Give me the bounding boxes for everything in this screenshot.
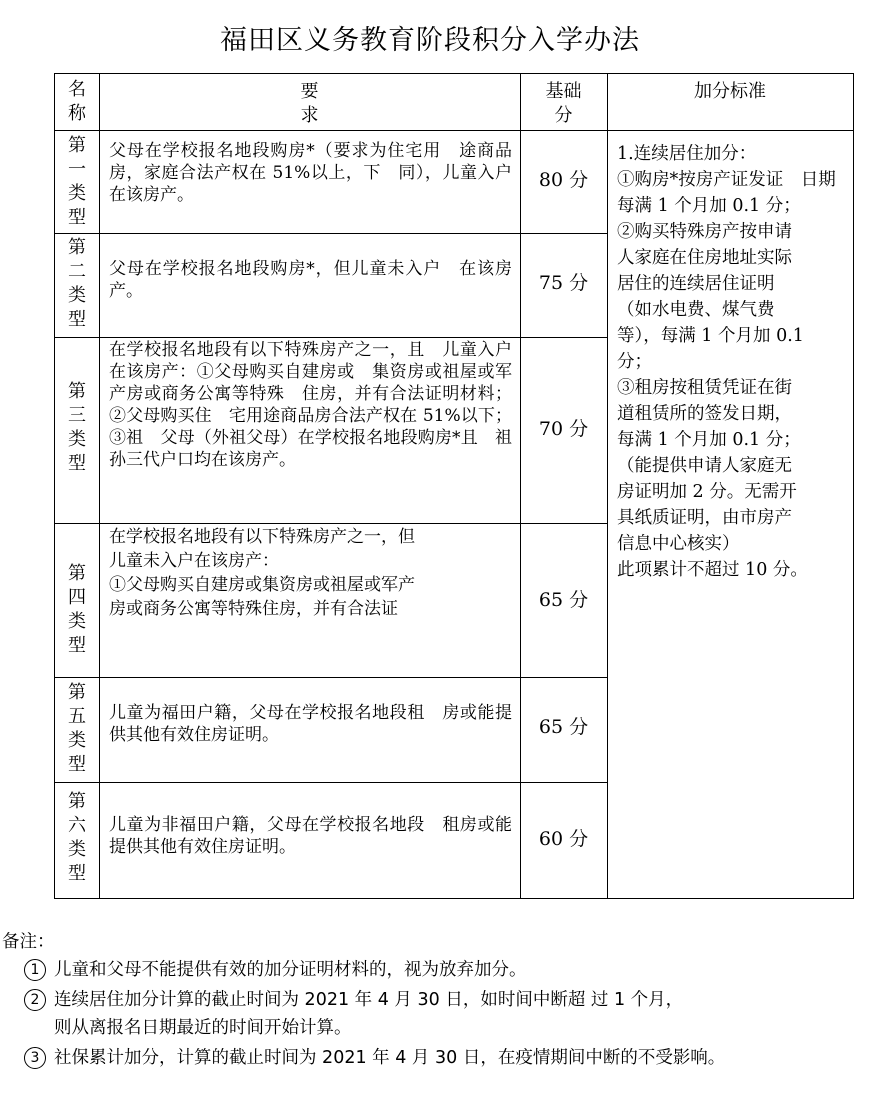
type-label [55, 236, 99, 332]
type-char: 第 [68, 563, 86, 584]
note-item [24, 986, 874, 1042]
bonus-line: 道租赁所的签发日期， [617, 404, 792, 424]
type-label [55, 681, 99, 777]
type-char: 六 [68, 815, 86, 836]
bonus-line: ③租房按租赁凭证在街 [617, 378, 792, 398]
row-divider [55, 233, 607, 234]
row-divider [55, 782, 607, 783]
note-text: 连续居住加分计算的截止时间为 2021 年 4 月 30 日，如时间中断超 过 1 个月， [54, 990, 684, 1010]
base-score: 60 分 [538, 828, 589, 850]
base-score: 65 分 [538, 716, 589, 738]
bonus-line: 每满 1 个月加 0.1 分； [617, 430, 801, 450]
type-char: 二 [68, 261, 86, 282]
circled-number: 1 [24, 959, 46, 981]
header-base-line: 基础 [545, 81, 582, 102]
header-name-line: 称 [68, 103, 86, 124]
bonus-line: （如水电费、煤气费 [617, 300, 775, 320]
type-label [55, 790, 99, 886]
header-req-line: 求 [300, 105, 319, 126]
row-divider [55, 523, 607, 524]
bonus-line: 房证明加 2 分。无需开 [617, 482, 797, 502]
bonus-line: 具纸质证明，由市房产 [617, 508, 792, 528]
type-char: 型 [68, 754, 86, 775]
type-char: 类 [68, 611, 86, 632]
bonus-line: （能提供申请人家庭无 [617, 456, 792, 476]
bonus-line: 1.连续居住加分： [617, 144, 757, 164]
requirement-line: ①父母购买自建房或集资房或祖屋或军产 [109, 575, 415, 595]
type-char: 第 [68, 135, 86, 156]
bonus-line: 信息中心核实） [617, 534, 740, 554]
header-base-score [520, 80, 607, 128]
type-char: 三 [68, 405, 86, 426]
type-char: 一 [68, 159, 86, 180]
type-char: 型 [68, 207, 86, 228]
requirement-line: 房或商务公寓等特殊住房，并有合法证 [109, 599, 398, 619]
admission-points-table [54, 73, 854, 899]
type-char: 类 [68, 183, 86, 204]
header-name [55, 78, 99, 126]
type-char: 第 [68, 791, 86, 812]
base-score: 65 分 [538, 589, 589, 611]
requirement-text: 父母在学校报名地段购房*（要求为住宅用 途商品房，家庭合法产权在 51%以上，下 同），儿童入户在该房产。 [109, 141, 512, 205]
type-char: 第 [68, 237, 86, 258]
type-char: 第 [68, 381, 86, 402]
notes-title: 备注： [2, 932, 55, 952]
header-base-line: 分 [554, 105, 573, 126]
bonus-line: 居住的连续居住证明 [617, 274, 775, 294]
requirement-line: 儿童未入户在该房产： [109, 551, 279, 571]
note-text: 社保累计加分，计算的截止时间为 2021 年 4 月 30 日，在疫情期间中断的不受影响。 [54, 1048, 726, 1068]
page-title: 福田区义务教育阶段积分入学办法 [220, 25, 640, 56]
circled-number: 2 [24, 989, 46, 1011]
bonus-line: 等），每满 1 个月加 0.1 分； [617, 326, 804, 372]
header-bonus-standard: 加分标准 [694, 81, 766, 102]
requirement-text: 儿童为非福田户籍，父母在学校报名地段 租房或能提供其他有效住房证明。 [109, 815, 512, 857]
requirement-line: 在学校报名地段有以下特殊房产之一，但 [109, 527, 415, 547]
type-char: 类 [68, 730, 86, 751]
row-divider [55, 337, 607, 338]
type-char: 型 [68, 635, 86, 656]
note-text: 儿童和父母不能提供有效的加分证明材料的，视为放弃加分。 [54, 960, 527, 980]
type-char: 五 [68, 706, 86, 727]
type-char: 类 [68, 839, 86, 860]
requirement-text: 儿童为福田户籍，父母在学校报名地段租 房或能提供其他有效住房证明。 [109, 703, 512, 745]
type-label [55, 380, 99, 476]
row-divider [55, 130, 853, 131]
header-name-line: 名 [68, 79, 86, 100]
bonus-line: ①购房*按房产证发证 日期每满 1 个月加 0.1 分； [617, 170, 836, 216]
type-label [55, 134, 99, 230]
type-char: 第 [68, 682, 86, 703]
type-char: 型 [68, 453, 86, 474]
circled-number: 3 [24, 1047, 46, 1069]
header-requirements [99, 80, 520, 128]
type-char: 类 [68, 429, 86, 450]
bonus-line: 人家庭在住房地址实际 [617, 248, 792, 268]
base-score: 75 分 [538, 272, 589, 294]
note-item [24, 956, 874, 984]
requirement-text: 在学校报名地段有以下特殊房产之一，且 儿童入户在该房产：①父母购买自建房或 集资房或祖屋或军产房或商务公寓等特殊 住房，并有合法证明材料；②父母购买住 宅用途商品房合法产权在 51%以下；③祖 父母（外祖父母）在学校报名地段购房*且 祖孙三代户口均在该房产。 [109, 340, 512, 470]
row-divider [55, 677, 607, 678]
base-score: 80 分 [538, 169, 589, 191]
type-char: 四 [68, 587, 86, 608]
type-char: 类 [68, 285, 86, 306]
type-char: 型 [68, 309, 86, 330]
bonus-line: ②购买特殊房产按申请 [617, 222, 792, 242]
note-item [24, 1044, 874, 1072]
bonus-line: 此项累计不超过 10 分。 [617, 560, 808, 580]
bonus-standard-text [607, 141, 853, 583]
type-label [55, 562, 99, 658]
base-score: 70 分 [538, 418, 589, 440]
requirement-text [99, 525, 520, 675]
type-char: 型 [68, 863, 86, 884]
requirement-text: 父母在学校报名地段购房*，但儿童未入户 在该房产。 [109, 259, 512, 301]
note-text-continued: 则从离报名日期最近的时间开始计算。 [54, 1018, 352, 1038]
column-divider [520, 74, 521, 898]
header-req-line: 要 [300, 81, 319, 102]
